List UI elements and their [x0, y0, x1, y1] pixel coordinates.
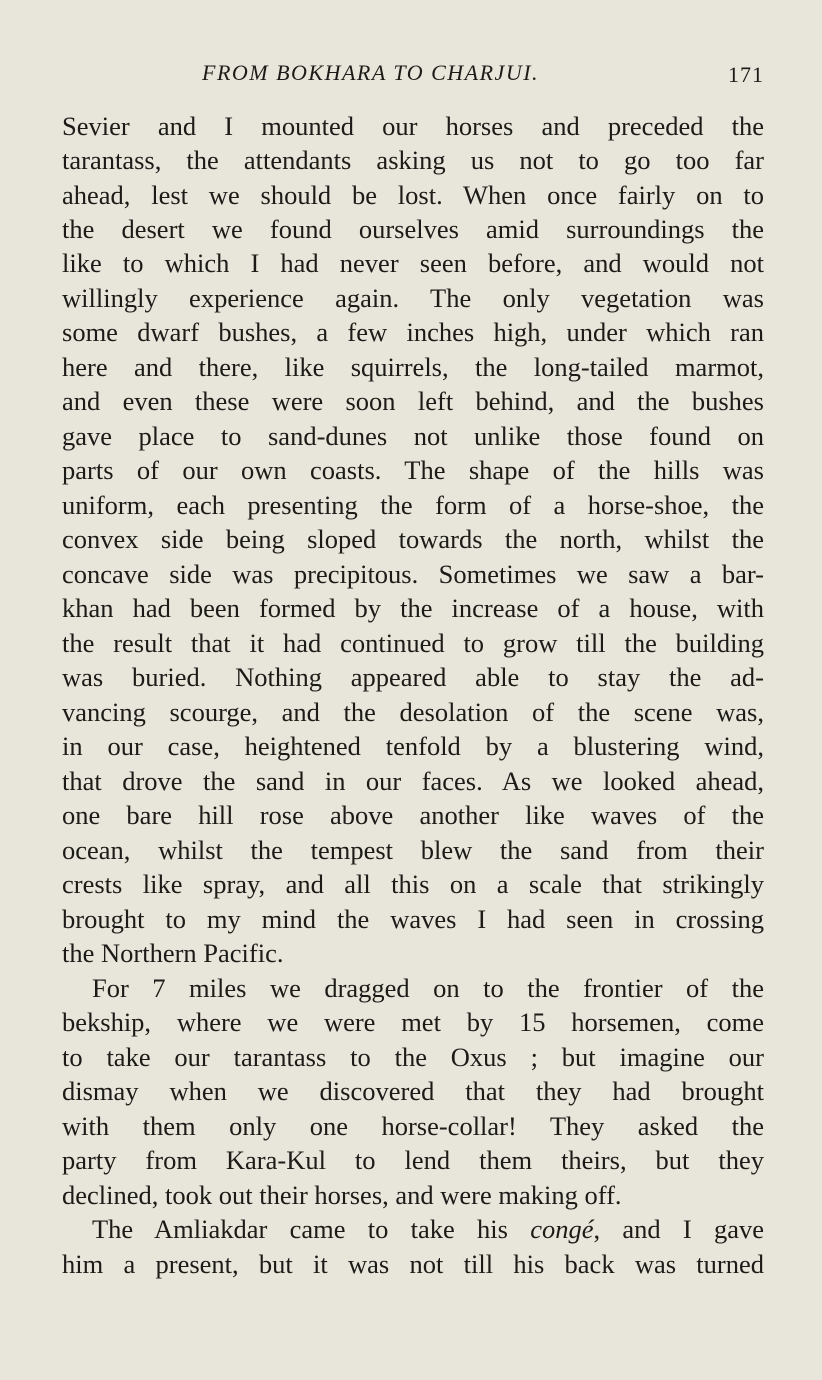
- text-segment: The Amliakdar came to take his: [92, 1214, 508, 1244]
- text-line: concave side was precipitous. Sometimes we saw a bar-: [62, 559, 764, 589]
- text-line: party from Kara-Kul to lend them theirs, but they: [62, 1145, 764, 1175]
- text-segment: , and I gave: [593, 1214, 764, 1244]
- text-line: in our case, heightened tenfold by a blustering wind,: [62, 731, 764, 761]
- text-line: declined, took out their horses, and were making off.: [62, 1180, 622, 1210]
- text-line: [92, 1212, 764, 1246]
- text-line: parts of our own coasts. The shape of the hills was: [62, 455, 764, 485]
- text-line: tarantass, the attendants asking us not to go too far: [62, 145, 764, 175]
- text-line: ahead, lest we should be lost. When once fairly on to: [62, 180, 764, 210]
- text-line: Sevier and I mounted our horses and preceded the: [62, 111, 764, 141]
- text-line: the desert we found ourselves amid surroundings the: [62, 214, 764, 244]
- text-line: him a present, but it was not till his back was turned: [62, 1249, 764, 1279]
- text-line: here and there, like squirrels, the long-tailed marmot,: [62, 352, 764, 382]
- text-line: khan had been formed by the increase of a house, with: [62, 593, 764, 623]
- text-line: bekship, where we were met by 15 horsemen, come: [62, 1007, 764, 1037]
- text-line: crests like spray, and all this on a scale that strikingly: [62, 869, 764, 899]
- running-header: [62, 60, 764, 94]
- text-line: to take our tarantass to the Oxus ; but imagine our: [62, 1042, 764, 1072]
- text-line: For 7 miles we dragged on to the frontier of the: [92, 973, 764, 1003]
- text-line: that drove the sand in our faces. As we looked ahead,: [62, 766, 764, 796]
- page-number: 171: [728, 62, 764, 87]
- text-line: with them only one horse-collar! They asked the: [62, 1111, 764, 1141]
- text-line: gave place to sand-dunes not unlike those found on: [62, 421, 764, 451]
- text-line: willingly experience again. The only vegetation was: [62, 283, 764, 313]
- text-line: dismay when we discovered that they had brought: [62, 1076, 764, 1106]
- text-line: and even these were soon left behind, and the bushes: [62, 386, 764, 416]
- running-title: FROM BOKHARA TO CHARJUI.: [202, 60, 540, 85]
- text-line: vancing scourge, and the desolation of the scene was,: [62, 697, 764, 727]
- text-line: the Northern Pacific.: [62, 938, 284, 968]
- text-line: uniform, each presenting the form of a horse-shoe, the: [62, 490, 764, 520]
- text-line: the result that it had continued to grow till the building: [62, 628, 764, 658]
- italic-word: congé: [530, 1214, 594, 1244]
- text-line: was buried. Nothing appeared able to stay the ad-: [62, 662, 764, 692]
- text-line: ocean, whilst the tempest blew the sand from their: [62, 835, 764, 865]
- text-line: brought to my mind the waves I had seen in crossing: [62, 904, 764, 934]
- text-line: convex side being sloped towards the north, whilst the: [62, 524, 764, 554]
- text-line: some dwarf bushes, a few inches high, under which ran: [62, 317, 764, 347]
- text-line: like to which I had never seen before, and would not: [62, 248, 764, 278]
- text-line: one bare hill rose above another like waves of the: [62, 800, 764, 830]
